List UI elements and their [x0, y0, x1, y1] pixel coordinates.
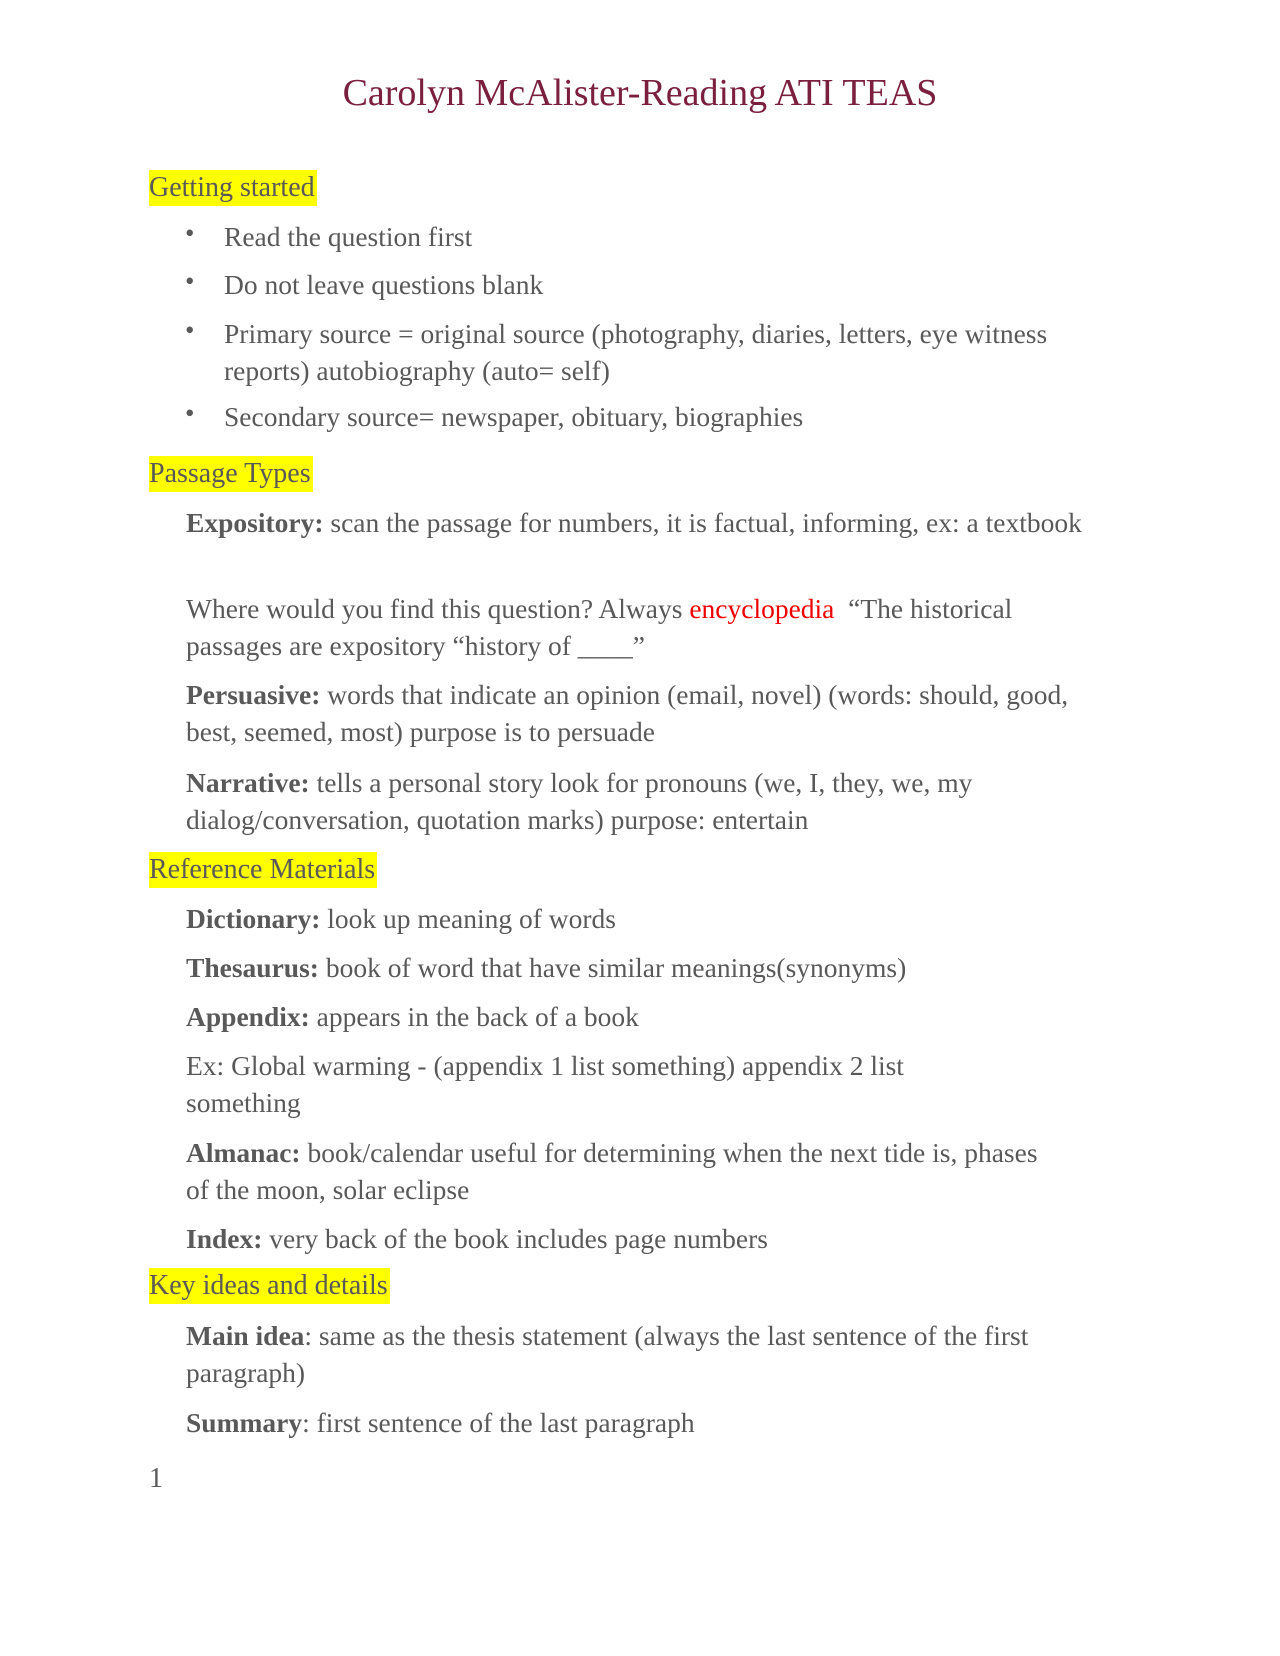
definition-main-idea: Main idea: same as the thesis statement (always the last sentence of the first paragraph) [186, 1320, 1029, 1388]
note-encyclopedia: Where would you find this question? Always encyclopedia “The historical passages are expository “history of ____” [186, 593, 1020, 661]
section-heading-getting-started: Getting started [149, 170, 317, 206]
definition-dictionary: Dictionary: look up meaning of words [186, 903, 617, 934]
definition-appendix: Appendix: appears in the back of a book [186, 1001, 639, 1032]
definition-thesaurus: Thesaurus: book of word that have similar meanings(synonyms) [186, 952, 907, 983]
term: Narrative: [186, 767, 310, 798]
term: Expository: [186, 507, 324, 538]
bullet-item: Secondary source= newspaper, obituary, biographies [224, 401, 804, 432]
definition-expository: Expository: scan the passage for numbers, it is factual, informing, ex: a textbook [186, 507, 1082, 538]
definition-persuasive: Persuasive: words that indicate an opinion (email, novel) (words: should, good, best, seemed, most) purpose is to persuade [186, 679, 1069, 747]
section-heading-passage-types: Passage Types [149, 456, 313, 492]
bullet-icon: • [185, 266, 195, 296]
definition-index: Index: very back of the book includes page numbers [186, 1223, 768, 1254]
appendix-example: Ex: Global warming - (appendix 1 list something) appendix 2 list something [186, 1050, 904, 1118]
bullet-icon: • [185, 315, 195, 345]
term: Dictionary: [186, 903, 321, 934]
term: Main idea [186, 1320, 305, 1351]
definition-summary: Summary: first sentence of the last paragraph [186, 1407, 695, 1438]
highlighted-term: encyclopedia [689, 593, 835, 624]
term: Almanac: [186, 1137, 301, 1168]
bullet-item: Do not leave questions blank [224, 269, 544, 300]
bullet-item: Read the question first [224, 221, 473, 252]
term: Thesaurus: [186, 952, 319, 983]
definition-narrative: Narrative: tells a personal story look for pronouns (we, I, they, we, my dialog/conversation, quotation marks) purpose: entertain [186, 767, 973, 835]
term: Summary [186, 1407, 303, 1438]
bullet-item: Primary source = original source (photography, diaries, letters, eye witness reports) autobiography (auto= self) [224, 318, 1048, 386]
section-heading-reference-materials: Reference Materials [149, 852, 377, 888]
document-title: Carolyn McAlister-Reading ATI TEAS [342, 72, 938, 114]
page-number: 1 [149, 1463, 163, 1494]
definition-almanac: Almanac: book/calendar useful for determining when the next tide is, phases of the moon, solar eclipse [186, 1137, 1038, 1205]
bullet-icon: • [185, 398, 195, 428]
term: Appendix: [186, 1001, 310, 1032]
section-heading-key-ideas: Key ideas and details [149, 1268, 390, 1304]
term: Persuasive: [186, 679, 321, 710]
term: Index: [186, 1223, 263, 1254]
bullet-icon: • [185, 218, 195, 248]
